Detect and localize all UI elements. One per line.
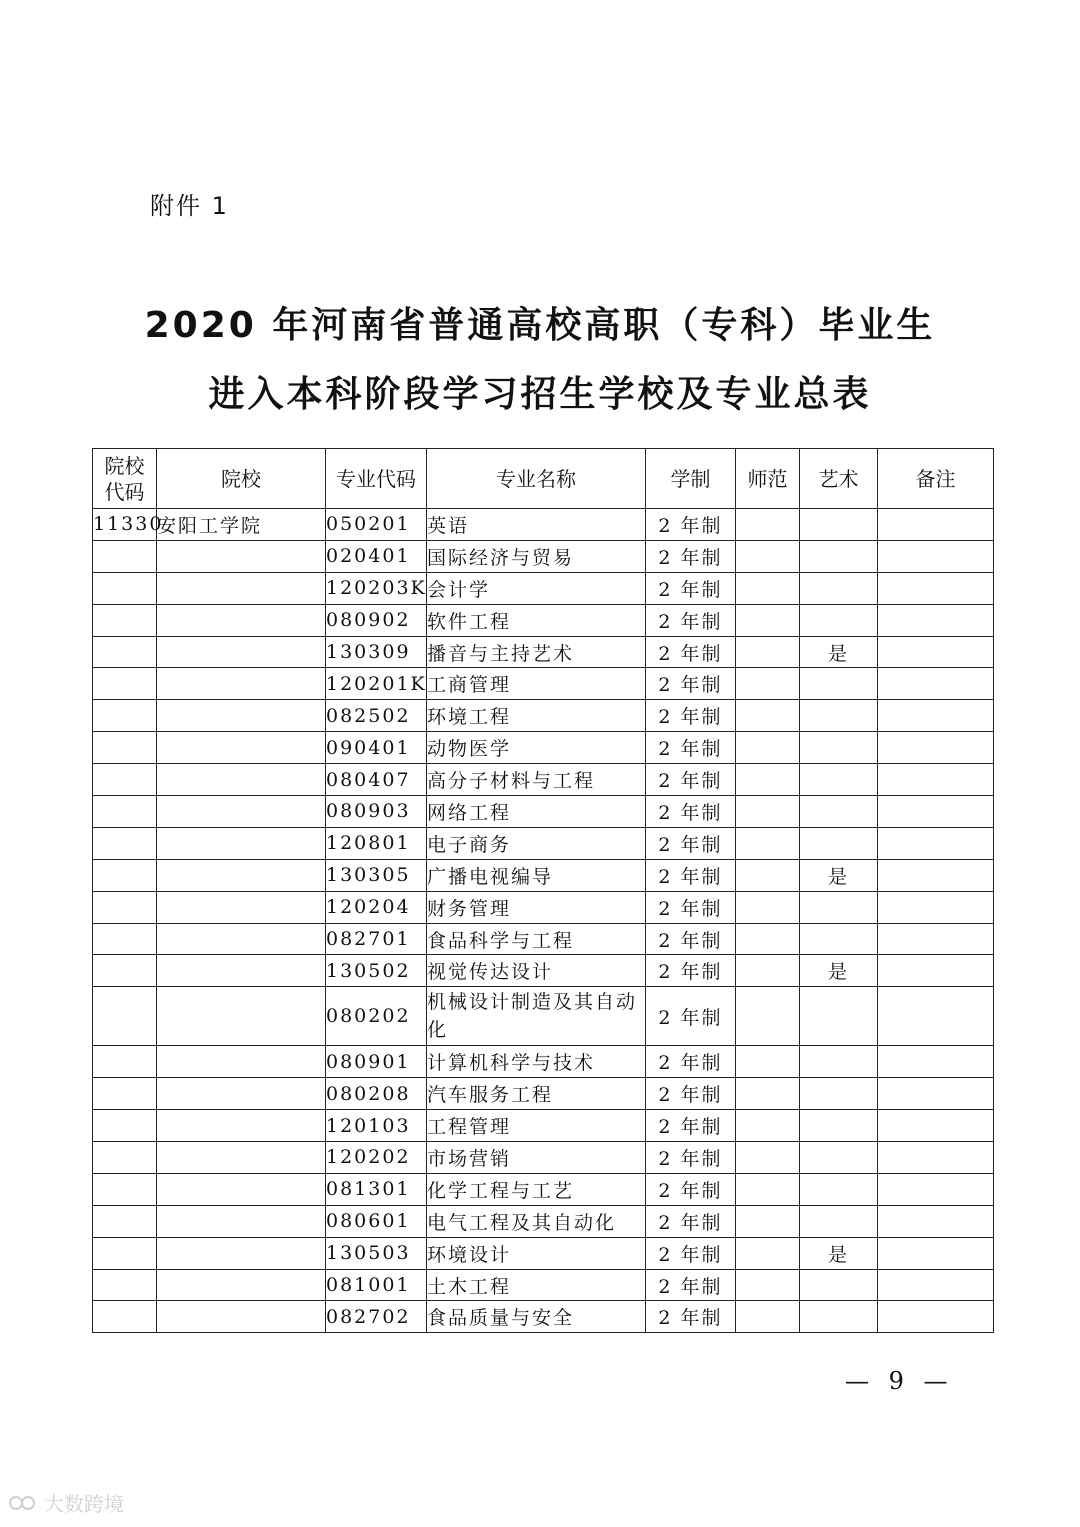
cell-school: [157, 1110, 326, 1142]
cell-major-code: 130502: [326, 955, 427, 987]
cell-art: [800, 764, 878, 796]
cell-school: [157, 1301, 326, 1333]
cell-major-code: 080208: [326, 1078, 427, 1110]
cell-normal: [736, 1205, 800, 1237]
cell-school-code: [93, 1205, 157, 1237]
cell-art: [800, 1142, 878, 1174]
table-row: [93, 1205, 994, 1237]
cell-note: [878, 732, 994, 764]
cell-major-code: 081301: [326, 1173, 427, 1205]
table-row: [93, 796, 994, 828]
cell-normal: [736, 955, 800, 987]
cell-art: [800, 1269, 878, 1301]
cell-school: [157, 987, 326, 1046]
header-major-code: 专业代码: [326, 449, 427, 509]
cell-note: [878, 987, 994, 1046]
cell-school: [157, 668, 326, 700]
table-row: [93, 1301, 994, 1333]
cell-major-name: 软件工程: [427, 604, 646, 636]
cell-length: 2 年制: [646, 1078, 736, 1110]
cell-normal: [736, 732, 800, 764]
cell-note: [878, 540, 994, 572]
cell-major-name: 化学工程与工艺: [427, 1173, 646, 1205]
cell-school-code: [93, 732, 157, 764]
cell-normal: [736, 764, 800, 796]
table-row: [93, 1078, 994, 1110]
cell-note: [878, 604, 994, 636]
cell-art: [800, 923, 878, 955]
cell-major-code: 130309: [326, 636, 427, 668]
cell-major-name: 高分子材料与工程: [427, 764, 646, 796]
table-row: [93, 923, 994, 955]
cell-school: [157, 827, 326, 859]
cell-note: [878, 1269, 994, 1301]
cell-note: [878, 891, 994, 923]
cell-major-name: 土木工程: [427, 1269, 646, 1301]
cell-normal: [736, 604, 800, 636]
cell-major-name: 环境工程: [427, 700, 646, 732]
watermark: [8, 1488, 124, 1517]
cell-normal: [736, 859, 800, 891]
cell-school-code: [93, 668, 157, 700]
cell-normal: [736, 636, 800, 668]
cell-length: 2 年制: [646, 1046, 736, 1078]
table-row: [93, 859, 994, 891]
cell-school-code: [93, 1173, 157, 1205]
table-row: [93, 955, 994, 987]
cell-art: [800, 700, 878, 732]
cell-length: 2 年制: [646, 955, 736, 987]
table-header-row: [93, 449, 994, 509]
cell-school-code: [93, 1237, 157, 1269]
cell-art: [800, 1301, 878, 1333]
cell-length: 2 年制: [646, 827, 736, 859]
cell-school: [157, 604, 326, 636]
cell-note: [878, 1046, 994, 1078]
cell-art: [800, 1173, 878, 1205]
cell-school: [157, 859, 326, 891]
cell-art: [800, 987, 878, 1046]
cell-school-code: [93, 827, 157, 859]
table-row: [93, 509, 994, 541]
cell-art: 是: [800, 859, 878, 891]
cell-school-code: [93, 636, 157, 668]
cell-major-code: 120204: [326, 891, 427, 923]
cell-major-code: 080601: [326, 1205, 427, 1237]
cell-school: [157, 540, 326, 572]
cell-art: 是: [800, 636, 878, 668]
cell-school-code: [93, 764, 157, 796]
cell-normal: [736, 923, 800, 955]
cell-major-code: 120801: [326, 827, 427, 859]
cell-school-code: [93, 572, 157, 604]
cell-length: 2 年制: [646, 796, 736, 828]
cell-length: 2 年制: [646, 987, 736, 1046]
cell-normal: [736, 1110, 800, 1142]
cell-major-code: 120103: [326, 1110, 427, 1142]
cell-major-name: 网络工程: [427, 796, 646, 828]
cell-note: [878, 1237, 994, 1269]
cell-note: [878, 1173, 994, 1205]
cell-school-code: [93, 1110, 157, 1142]
cell-major-code: 082702: [326, 1301, 427, 1333]
cell-normal: [736, 1301, 800, 1333]
cell-normal: [736, 1173, 800, 1205]
cell-major-name: 视觉传达设计: [427, 955, 646, 987]
cell-length: 2 年制: [646, 891, 736, 923]
cell-note: [878, 700, 994, 732]
header-normal: 师范: [736, 449, 800, 509]
watermark-text: 大数跨境: [44, 1492, 124, 1516]
cell-normal: [736, 668, 800, 700]
cell-note: [878, 955, 994, 987]
table-row: [93, 604, 994, 636]
cell-school: [157, 1237, 326, 1269]
cell-note: [878, 1110, 994, 1142]
table-row: [93, 987, 994, 1046]
table-row: [93, 572, 994, 604]
cell-art: [800, 732, 878, 764]
cell-major-name: 英语: [427, 509, 646, 541]
cell-length: 2 年制: [646, 1205, 736, 1237]
cell-normal: [736, 987, 800, 1046]
cell-art: 是: [800, 1237, 878, 1269]
cell-art: [800, 1078, 878, 1110]
cell-major-name: 国际经济与贸易: [427, 540, 646, 572]
page-number: — 9 —: [845, 1367, 954, 1395]
table-row: [93, 700, 994, 732]
cell-school: [157, 732, 326, 764]
cell-school: [157, 636, 326, 668]
cell-normal: [736, 891, 800, 923]
cell-length: 2 年制: [646, 572, 736, 604]
cell-note: [878, 509, 994, 541]
cell-note: [878, 764, 994, 796]
table-row: [93, 827, 994, 859]
cell-school-code: 11330: [93, 509, 157, 541]
cell-school: [157, 1173, 326, 1205]
cell-length: 2 年制: [646, 1301, 736, 1333]
cell-major-name: 工程管理: [427, 1110, 646, 1142]
cell-major-code: 082701: [326, 923, 427, 955]
cell-note: [878, 859, 994, 891]
cell-major-code: 080407: [326, 764, 427, 796]
cell-major-name: 广播电视编导: [427, 859, 646, 891]
cell-major-name: 电子商务: [427, 827, 646, 859]
table-row: [93, 636, 994, 668]
cell-school: [157, 1269, 326, 1301]
cell-major-code: 082502: [326, 700, 427, 732]
cell-length: 2 年制: [646, 1237, 736, 1269]
cell-school: [157, 764, 326, 796]
cell-major-name: 会计学: [427, 572, 646, 604]
cell-major-code: 080202: [326, 987, 427, 1046]
cell-art: 是: [800, 955, 878, 987]
cell-major-code: 080903: [326, 796, 427, 828]
cell-art: [800, 827, 878, 859]
cell-school-code: [93, 859, 157, 891]
cell-school: 安阳工学院: [157, 509, 326, 541]
cell-art: [800, 509, 878, 541]
majors-table: [92, 448, 994, 1333]
cell-school: [157, 572, 326, 604]
cell-length: 2 年制: [646, 700, 736, 732]
cell-major-code: 050201: [326, 509, 427, 541]
cell-major-code: 120202: [326, 1142, 427, 1174]
cell-note: [878, 923, 994, 955]
cell-length: 2 年制: [646, 540, 736, 572]
cell-normal: [736, 1142, 800, 1174]
cell-school-code: [93, 1142, 157, 1174]
cell-major-code: 080901: [326, 1046, 427, 1078]
cell-school: [157, 700, 326, 732]
cell-art: [800, 1205, 878, 1237]
cell-major-name: 播音与主持艺术: [427, 636, 646, 668]
header-school: 院校: [157, 449, 326, 509]
cell-length: 2 年制: [646, 604, 736, 636]
table-row: [93, 1142, 994, 1174]
cell-length: 2 年制: [646, 1269, 736, 1301]
cell-normal: [736, 796, 800, 828]
cell-normal: [736, 1237, 800, 1269]
cell-normal: [736, 827, 800, 859]
table-row: [93, 1046, 994, 1078]
cell-length: 2 年制: [646, 732, 736, 764]
cell-school: [157, 955, 326, 987]
document-title-line-2: 进入本科阶段学习招生学校及专业总表: [208, 374, 872, 415]
cell-school-code: [93, 1301, 157, 1333]
cell-length: 2 年制: [646, 1142, 736, 1174]
cell-school: [157, 923, 326, 955]
cell-major-code: 120201K: [326, 668, 427, 700]
cell-length: 2 年制: [646, 764, 736, 796]
cell-school-code: [93, 955, 157, 987]
cell-normal: [736, 700, 800, 732]
cell-major-name: 汽车服务工程: [427, 1078, 646, 1110]
cell-note: [878, 572, 994, 604]
cell-note: [878, 668, 994, 700]
table-row: [93, 1173, 994, 1205]
cell-length: 2 年制: [646, 636, 736, 668]
table-row: [93, 764, 994, 796]
cell-note: [878, 827, 994, 859]
cell-art: [800, 796, 878, 828]
cell-art: [800, 1110, 878, 1142]
attachment-label: 附件 1: [150, 192, 229, 220]
cell-length: 2 年制: [646, 509, 736, 541]
cell-school-code: [93, 604, 157, 636]
watermark-logo-icon: [8, 1492, 38, 1514]
table-row: [93, 540, 994, 572]
cell-normal: [736, 1078, 800, 1110]
cell-school: [157, 1046, 326, 1078]
cell-major-code: 090401: [326, 732, 427, 764]
cell-normal: [736, 1046, 800, 1078]
cell-note: [878, 796, 994, 828]
cell-major-code: 130305: [326, 859, 427, 891]
table-row: [93, 732, 994, 764]
cell-major-name: 电气工程及其自动化: [427, 1205, 646, 1237]
cell-note: [878, 1142, 994, 1174]
header-major-name: 专业名称: [427, 449, 646, 509]
cell-length: 2 年制: [646, 859, 736, 891]
cell-major-name: 食品科学与工程: [427, 923, 646, 955]
header-note: 备注: [878, 449, 994, 509]
cell-normal: [736, 509, 800, 541]
cell-note: [878, 1205, 994, 1237]
cell-school: [157, 1142, 326, 1174]
table-row: [93, 1110, 994, 1142]
cell-normal: [736, 572, 800, 604]
table-row: [93, 1237, 994, 1269]
cell-major-code: 120203K: [326, 572, 427, 604]
table-row: [93, 891, 994, 923]
cell-school-code: [93, 891, 157, 923]
cell-length: 2 年制: [646, 668, 736, 700]
cell-art: [800, 1046, 878, 1078]
cell-note: [878, 1301, 994, 1333]
cell-normal: [736, 1269, 800, 1301]
cell-school-code: [93, 1269, 157, 1301]
cell-school-code: [93, 1078, 157, 1110]
cell-art: [800, 604, 878, 636]
cell-major-code: 020401: [326, 540, 427, 572]
cell-major-code: 080902: [326, 604, 427, 636]
cell-school: [157, 1205, 326, 1237]
cell-school: [157, 796, 326, 828]
header-length: 学制: [646, 449, 736, 509]
header-art: 艺术: [800, 449, 878, 509]
cell-school-code: [93, 796, 157, 828]
cell-art: [800, 891, 878, 923]
cell-major-name: 财务管理: [427, 891, 646, 923]
table-body: [93, 509, 994, 1333]
cell-school-code: [93, 1046, 157, 1078]
cell-length: 2 年制: [646, 1110, 736, 1142]
cell-art: [800, 668, 878, 700]
cell-major-name: 动物医学: [427, 732, 646, 764]
cell-length: 2 年制: [646, 1173, 736, 1205]
cell-school: [157, 891, 326, 923]
cell-school-code: [93, 540, 157, 572]
cell-major-name: 食品质量与安全: [427, 1301, 646, 1333]
cell-normal: [736, 540, 800, 572]
table-row: [93, 1269, 994, 1301]
cell-school-code: [93, 987, 157, 1046]
header-school-code: 院校代码: [93, 449, 157, 509]
document-title-line-1: 2020 年河南省普通高校高职（专科）毕业生: [144, 305, 936, 346]
cell-major-code: 081001: [326, 1269, 427, 1301]
cell-art: [800, 540, 878, 572]
cell-major-name: 工商管理: [427, 668, 646, 700]
cell-major-name: 机械设计制造及其自动化: [427, 987, 646, 1046]
cell-school: [157, 1078, 326, 1110]
cell-major-name: 市场营销: [427, 1142, 646, 1174]
cell-school-code: [93, 700, 157, 732]
cell-major-code: 130503: [326, 1237, 427, 1269]
cell-major-name: 计算机科学与技术: [427, 1046, 646, 1078]
cell-note: [878, 636, 994, 668]
table-row: [93, 668, 994, 700]
cell-school-code: [93, 923, 157, 955]
cell-length: 2 年制: [646, 923, 736, 955]
cell-major-name: 环境设计: [427, 1237, 646, 1269]
cell-note: [878, 1078, 994, 1110]
cell-art: [800, 572, 878, 604]
